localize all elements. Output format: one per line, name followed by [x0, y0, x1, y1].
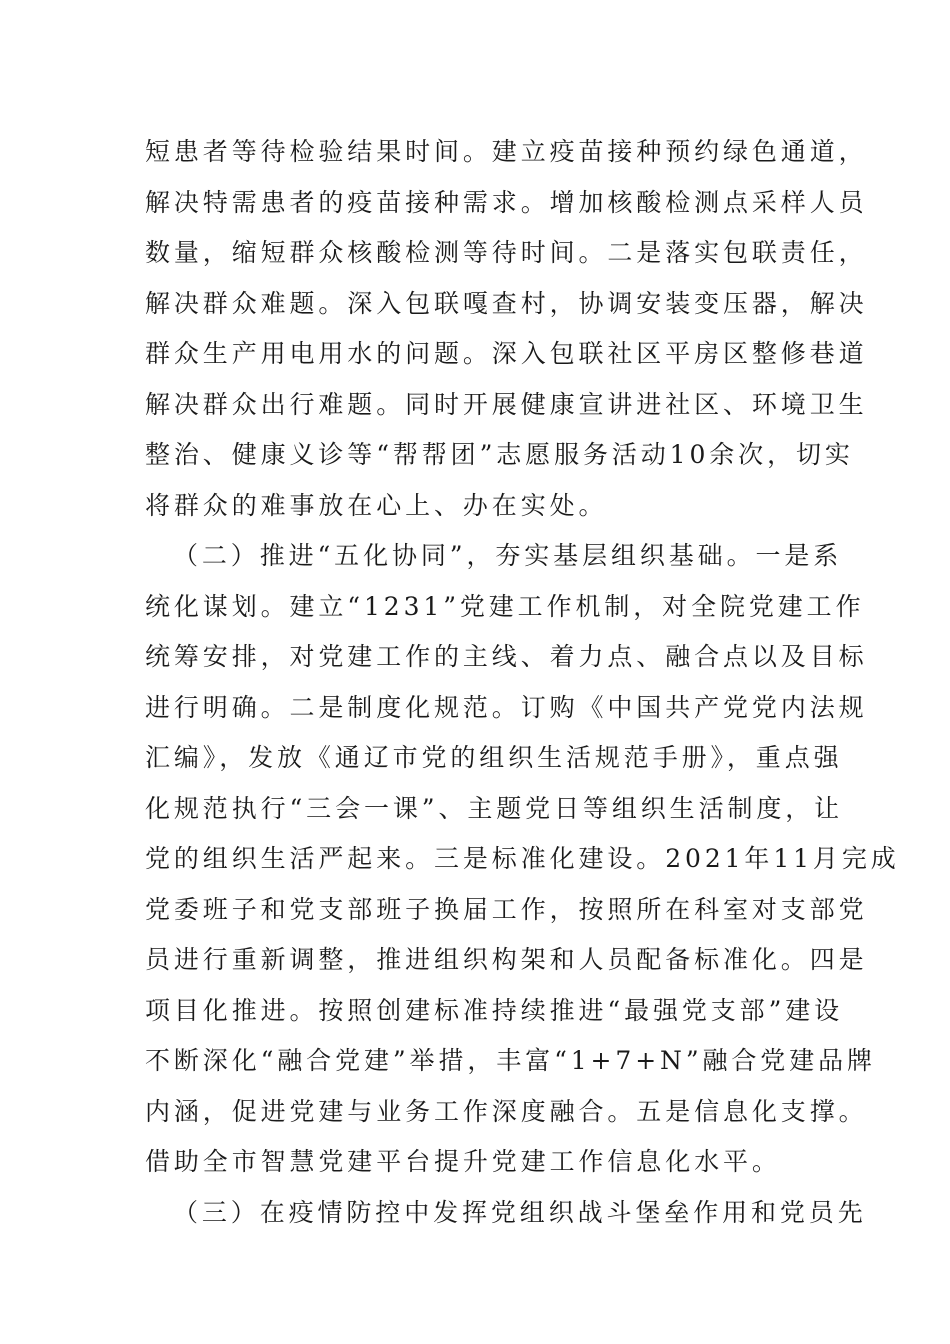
- text-line: 借助全市智慧党建平台提升党建工作信息化水平。: [145, 1147, 781, 1176]
- text-line: 短患者等待检验结果时间。建立疫苗接种预约绿色通道，: [145, 137, 868, 166]
- paragraph-start-line: （二）推进“五化协同”，夯实基层组织基础。一是系: [173, 541, 843, 570]
- text-line: 进行明确。二是制度化规范。订购《中国共产党党内法规: [145, 692, 868, 722]
- text-line: 员进行重新调整，推进组织构架和人员配备标准化。四是: [145, 945, 868, 974]
- text-line: 汇编》，发放《通辽市党的组织生活规范手册》，重点强: [145, 743, 843, 772]
- text-line: 数量，缩短群众核酸检测等待时间。二是落实包联责任，: [145, 238, 868, 267]
- text-line: 群众生产用电用水的问题。深入包联社区平房区整修巷道: [145, 339, 868, 368]
- text-line: 整治、健康义诊等“帮帮团”志愿服务活动10余次，切实: [145, 440, 854, 469]
- text-line: 党委班子和党支部班子换届工作，按照所在科室对支部党: [145, 894, 868, 924]
- body-text: [145, 127, 900, 1238]
- text-line: 化规范执行“三会一课”、主题党日等组织生活制度，让: [145, 793, 844, 823]
- text-line: 党的组织生活严起来。三是标准化建设。2021年11月完成: [145, 844, 900, 873]
- text-line: 统化谋划。建立“1231”党建工作机制，对全院党建工作: [145, 591, 865, 621]
- text-line: 不断深化“融合党建”举措，丰富“1+7+N”融合党建品牌: [145, 1046, 876, 1075]
- text-line: 将群众的难事放在心上、办在实处。: [145, 490, 608, 520]
- text-line: 解决群众难题。深入包联嘎查村，协调安装变压器，解决: [145, 288, 868, 318]
- text-line: 项目化推进。按照创建标准持续推进“最强党支部”建设: [145, 995, 844, 1025]
- text-line: 统筹安排，对党建工作的主线、着力点、融合点以及目标: [145, 642, 868, 671]
- text-line: 内涵，促进党建与业务工作深度融合。五是信息化支撑。: [145, 1096, 868, 1126]
- text-line: 解决群众出行难题。同时开展健康宣讲进社区、环境卫生: [145, 389, 868, 419]
- text-line: 解决特需患者的疫苗接种需求。增加核酸检测点采样人员: [145, 187, 868, 217]
- paragraph-start-line: （三）在疫情防控中发挥党组织战斗堡垒作用和党员先: [173, 1197, 867, 1227]
